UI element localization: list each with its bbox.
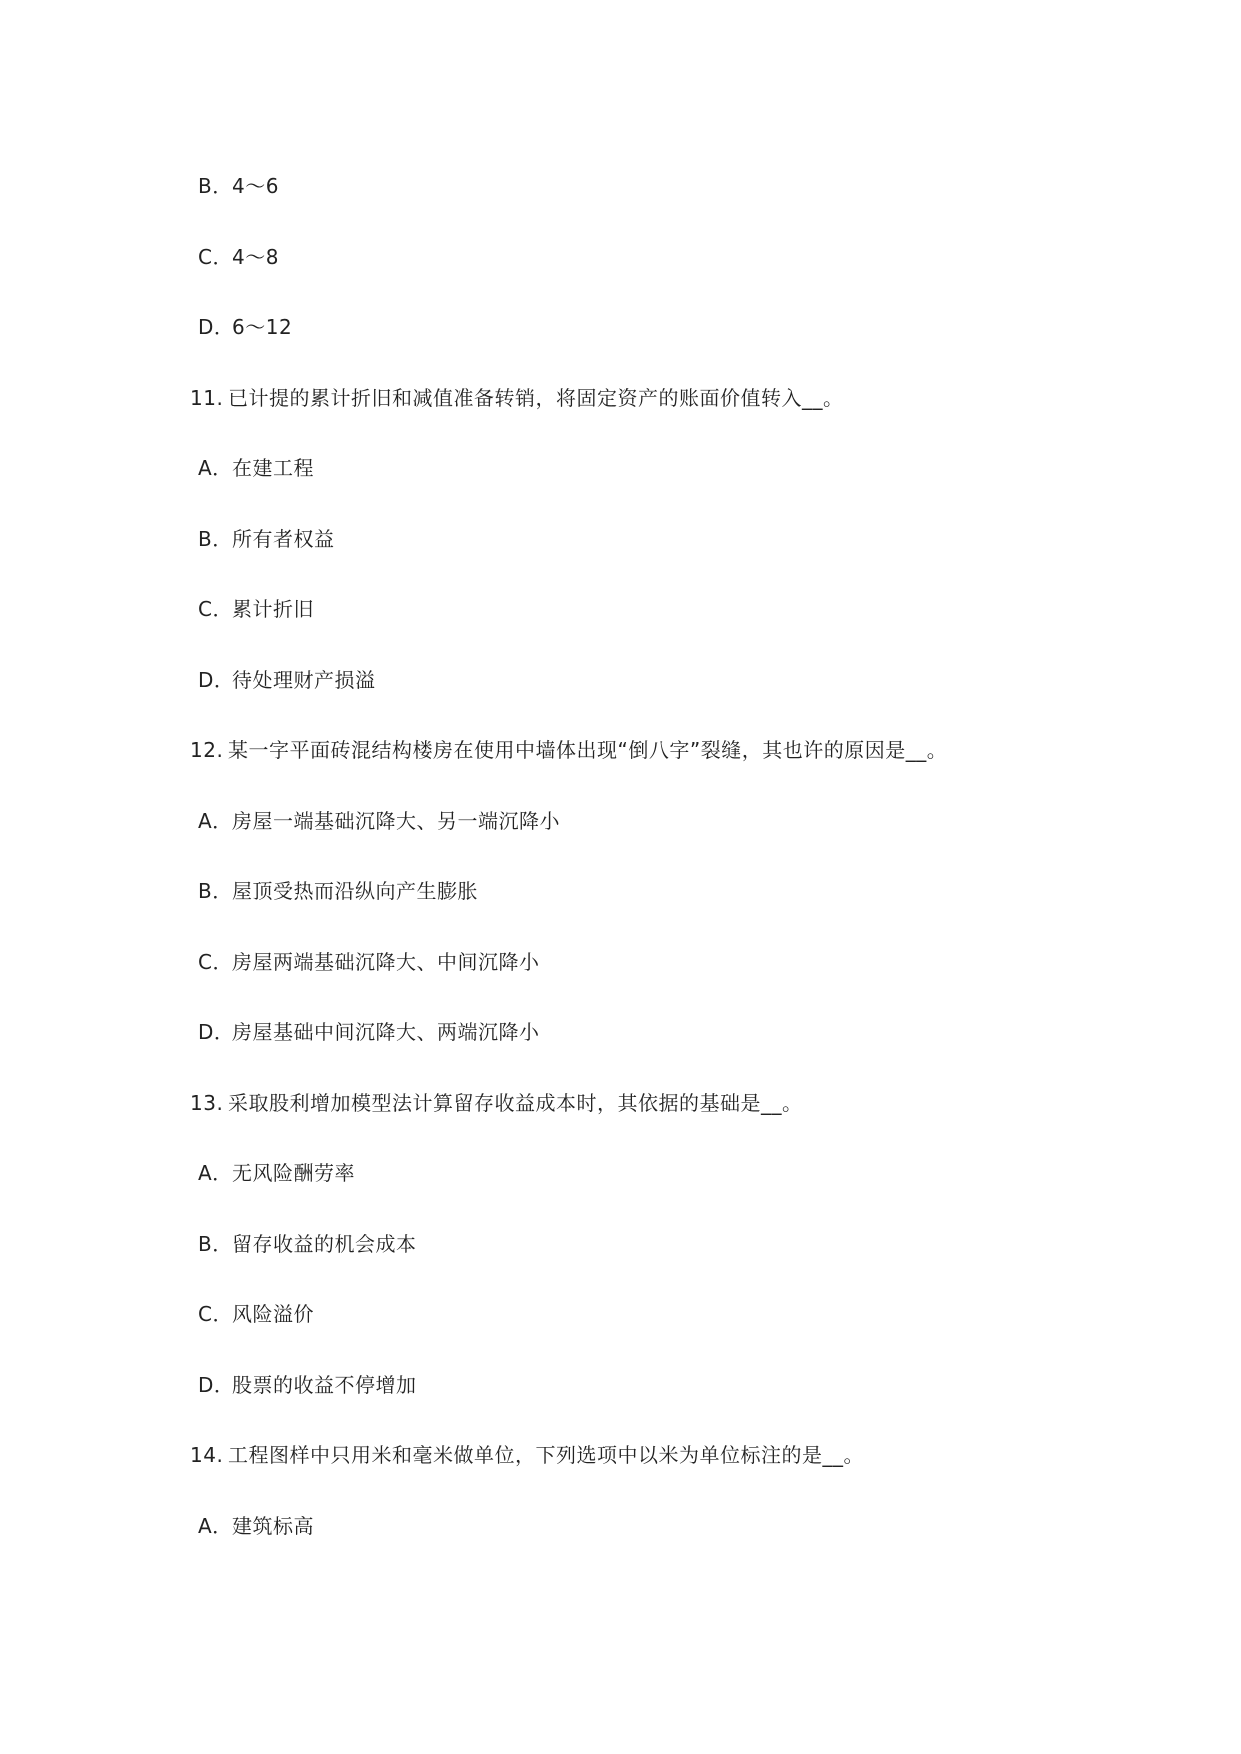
option-letter: A． — [198, 1514, 233, 1538]
question-text: 采取股利增加模型法计算留存收益成本时，其依据的基础是__。 — [228, 1091, 803, 1115]
option-letter: D． — [198, 1020, 235, 1044]
option-letter: A． — [198, 456, 233, 480]
question-text: 工程图样中只用米和毫米做单位，下列选项中以米为单位标注的是__。 — [228, 1443, 864, 1467]
option-text: 累计折旧 — [232, 597, 314, 621]
option-d-q11 — [198, 666, 376, 694]
option-b-q10 — [198, 172, 279, 200]
option-text: 所有者权益 — [232, 527, 335, 551]
question-number: 12. — [190, 738, 224, 762]
option-d-q13 — [198, 1371, 417, 1399]
option-a-q12 — [198, 807, 560, 835]
option-letter: B． — [198, 879, 233, 903]
question-number: 11. — [190, 386, 224, 410]
option-letter: A． — [198, 809, 233, 833]
option-text: 建筑标高 — [232, 1514, 314, 1538]
option-letter: D． — [198, 668, 235, 692]
option-letter: C． — [198, 950, 233, 974]
option-letter: C． — [198, 1302, 233, 1326]
question-14 — [190, 1441, 864, 1469]
option-text: 房屋两端基础沉降大、中间沉降小 — [232, 950, 540, 974]
option-text: 股票的收益不停增加 — [232, 1373, 417, 1397]
question-number: 13. — [190, 1091, 224, 1115]
question-text: 已计提的累计折旧和减值准备转销，将固定资产的账面价值转入__。 — [228, 386, 844, 410]
option-text: 6～12 — [232, 315, 293, 339]
option-letter: A． — [198, 1161, 233, 1185]
option-text: 房屋一端基础沉降大、另一端沉降小 — [232, 809, 560, 833]
option-text: 屋顶受热而沿纵向产生膨胀 — [232, 879, 478, 903]
option-c-q12 — [198, 948, 540, 976]
option-text: 待处理财产损溢 — [232, 668, 376, 692]
option-d-q10 — [198, 313, 292, 341]
question-13 — [190, 1089, 803, 1117]
question-11 — [190, 384, 844, 412]
option-letter: C． — [198, 597, 233, 621]
question-number: 14. — [190, 1443, 224, 1467]
option-c-q11 — [198, 595, 314, 623]
option-b-q11 — [198, 525, 335, 553]
option-text: 风险溢价 — [232, 1302, 314, 1326]
option-a-q13 — [198, 1159, 355, 1187]
option-text: 无风险酬劳率 — [232, 1161, 355, 1185]
option-letter: D． — [198, 315, 235, 339]
option-letter: B． — [198, 1232, 233, 1256]
option-text: 留存收益的机会成本 — [232, 1232, 417, 1256]
option-text: 4～8 — [232, 245, 279, 269]
option-letter: C． — [198, 245, 233, 269]
question-text: 某一字平面砖混结构楼房在使用中墙体出现“倒八字”裂缝，其也许的原因是__。 — [228, 738, 948, 762]
option-letter: B． — [198, 527, 233, 551]
option-d-q12 — [198, 1018, 540, 1046]
option-text: 4～6 — [232, 174, 279, 198]
option-c-q10 — [198, 243, 279, 271]
option-b-q13 — [198, 1230, 417, 1258]
option-text: 房屋基础中间沉降大、两端沉降小 — [232, 1020, 540, 1044]
option-a-q11 — [198, 454, 314, 482]
option-a-q14 — [198, 1512, 314, 1540]
question-12 — [190, 736, 947, 764]
option-letter: D． — [198, 1373, 235, 1397]
option-text: 在建工程 — [232, 456, 314, 480]
option-c-q13 — [198, 1300, 314, 1328]
option-b-q12 — [198, 877, 478, 905]
option-letter: B． — [198, 174, 233, 198]
